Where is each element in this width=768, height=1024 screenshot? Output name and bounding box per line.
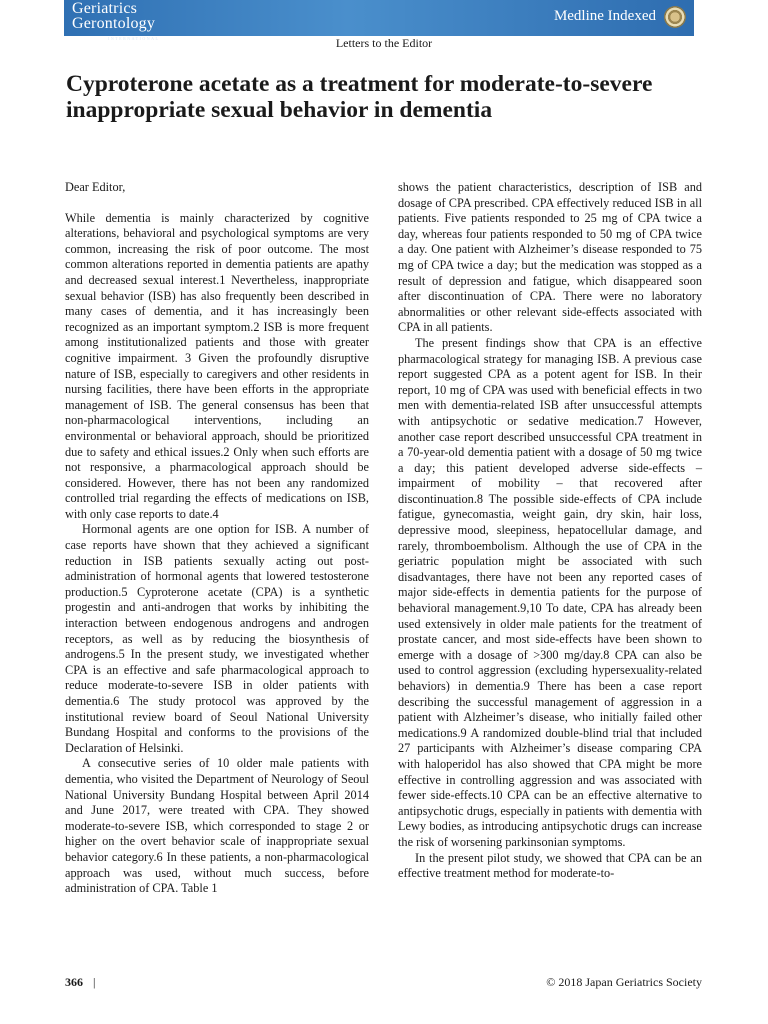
journal-banner [64,0,694,41]
copyright-notice: © 2018 Japan Geriatrics Society [546,975,702,989]
journal-logo-line2: Gerontology [72,15,156,32]
paragraph: The present findings show that CPA is an effective pharmacological strategy for managing ISB. A previous case report suggested CPA as a potent agent for ISB. In their report, 10 mg of CPA was used with beneficial effects in two men with dementia-related ISB after unsuccessful attempts with antipsychotic or sedative medication.7 However, another case report described unsuccessful CPA treatment in a 70-year-old dementia patient with a dosage of 50 mg twice a day; this patient developed adverse side-effects – impairment of mobility – that recovered after discontinuation.8 The possible side-effects of CPA include fatigue, gynecomastia, weight gain, dry skin, hair loss, depressive mood, sleepiness, hepatocellular damage, and rarely, thromboembolism. Although the use of CPA in the geriatric population might be associated with such disadvantages, there have not been any reported cases of major side-effects in dementia patients for the purpose of behavioral management.9,10 To date, CPA has already been used extensively in older male patients for the treatment of prostate cancer, and most side-effects have been shown to emerge with a dosage of >300 mg/day.8 CPA can also be used to control aggression (excluding hypersexuality-related behaviors) in dementia.9 There has been a case report describing the successful management of aggression in a patient with Alzheimer’s disease, who initially failed other medications.9 A randomized double-blind trial that included 27 participants with Alzheimer’s disease comparing CPA with haloperidol has also showed that CPA might be more effective in controlling aggression and was associated with fewer side-effects.10 CPA can be an effective alternative to antipsychotic drugs, especially in patients with dementia with Lewy bodies, as introducing antipsychotic drugs can increase the risk of worsening parkinsonian symptoms. [398,335,702,849]
seal-icon [664,6,686,28]
footer-separator: | [93,975,96,989]
page-number: 366 [65,975,83,989]
journal-logo-line1: Geriatrics [72,0,138,17]
medline-indexed-label: Medline Indexed [553,8,656,24]
section-label: Letters to the Editor [335,36,433,50]
salutation: Dear Editor, [65,180,126,194]
article-title: Cyproterone acetate as a treatment for moderate-to-severe inappropriate sexual behavior in dementia [66,71,653,123]
paragraph: While dementia is mainly characterized by cognitive alterations, behavioral and psychological symptoms are very common, increasing the risk of poor outcome. The most common alterations reported in dementia patients are apathy and decreased sexual interest.1 Nevertheless, inappropriate sexual behavior (ISB) has also frequently been described in many cases of dementia, and it has increasingly been recognized as an important symptom.2 ISB is more frequent among institutionalized patients and those with greater cognitive impairment. 3 Given the profoundly disruptive nature of ISB, especially to caregivers and other residents in nursing facilities, there have been efforts in the appropriate management of ISB. The general consensus has been that non-pharmacological interventions, including an environmental or behavioral approach, should be prioritized due to safety and ethical issues.2 Only when such efforts are not responsive, a pharmacological approach should be considered. However, there has not been any randomized controlled trial regarding the effects of medications on ISB, with only case reports to date.4 [65,210,369,521]
journal-logo [72,0,160,41]
paragraph: A consecutive series of 10 older male patients with dementia, who visited the Department of Neurology of Seoul National University Bundang Hospital between April 2014 and June 2017, were treated with CPA. They showed moderate-to-severe ISB, which corresponded to stage 2 or higher on the overt behavior scale of inappropriate sexual behavior category.6 In these patients, a non-pharmacological approach was used, without much success, before administration of CPA. Table 1 [65,756,369,896]
journal-logo-line3: INTERNATIONAL [108,36,160,41]
text-column-right [398,180,702,882]
page-footer-left [65,975,95,990]
text-column-left [65,180,369,897]
paragraph: shows the patient characteristics, description of ISB and dosage of CPA prescribed. CPA effectively reduced ISB in all patients. Five patients responded to 25 mg of CPA twice a day, whereas four patients responded to 50 mg of CPA twice a day. One patient with Alzheimer’s disease responded to 75 mg of CPA twice a day; but the medication was stopped as a result of depression and fatigue, which disappeared soon after discontinuation of CPA. There were no laboratory abnormalities or other relevant side-effects associated with CPA in all patients. [398,180,702,335]
paragraph: Hormonal agents are one option for ISB. A number of case reports have shown that they achieved a significant reduction in ISB patients sexually acting out post-administration of hormonal agents that lowered testosterone production.5 Cyproterone acetate (CPA) is a synthetic progestin and anti-androgen that works by inhibiting the interaction between endogenous androgens and androgen receptors, as well as by reducing the biosynthesis of androgens.5 In the present study, we investigated whether CPA is an effective and safe pharmacological approach to reduce moderate-to-severe ISB in older patients with dementia.6 The study protocol was approved by the institutional review board of Seoul National University Bundang Hospital and conforms to the provisions of the Declaration of Helsinki. [65,522,369,755]
paragraph: In the present pilot study, we showed that CPA can be an effective treatment method for moderate-to- [398,850,702,881]
